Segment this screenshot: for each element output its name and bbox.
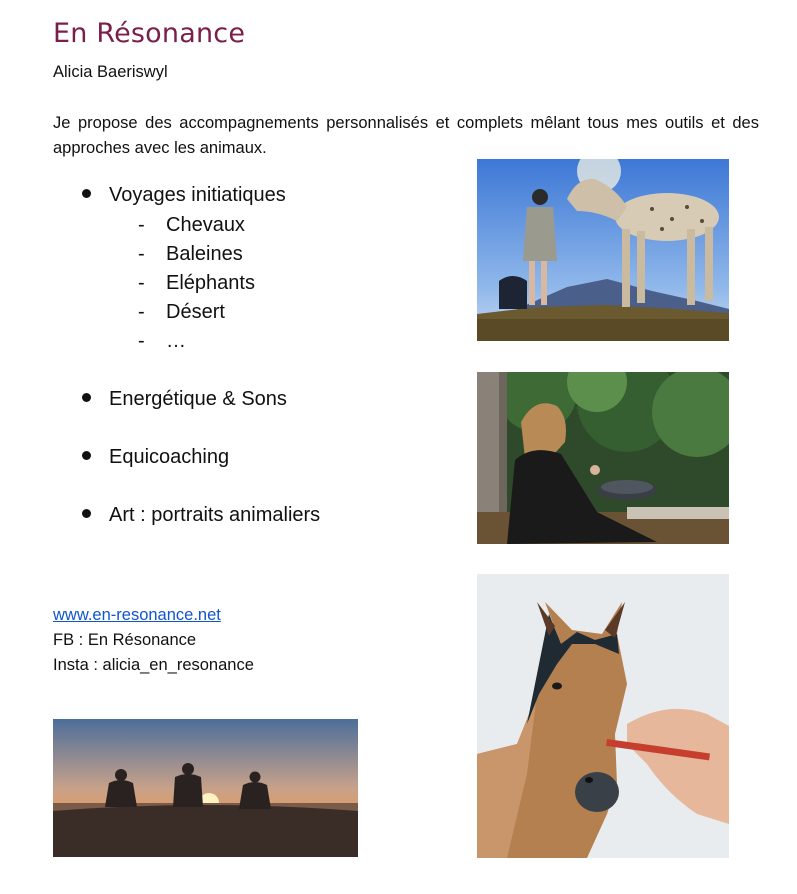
sub-item-desert: - Désert (138, 301, 225, 323)
photo-horse-woman (477, 159, 729, 341)
page-title: En Résonance (53, 18, 246, 49)
website-link[interactable]: www.en-resonance.net (53, 606, 221, 624)
bullet-dot (82, 189, 91, 198)
photo-horse-drawing (477, 574, 729, 858)
sub-item-chevaux: - Chevaux (138, 214, 245, 236)
photo-sunset (53, 719, 358, 857)
bullet-energetique: Energétique & Sons (82, 388, 287, 411)
bullet-dot (82, 393, 91, 402)
bullet-equicoaching: Equicoaching (82, 446, 229, 469)
bullet-label: Voyages initiatiques (109, 184, 286, 206)
bullet-voyages (82, 184, 286, 207)
facebook-text: FB : En Résonance (53, 631, 197, 649)
website-link-row (53, 606, 221, 625)
instagram-text: Insta : alicia_en_resonance (53, 656, 254, 674)
sub-item-elephants: - Eléphants (138, 272, 255, 294)
bullet-dot (82, 509, 91, 518)
sub-item-ellipsis: - … (138, 330, 186, 352)
author-name: Alicia Baeriswyl (53, 63, 168, 81)
photo-handpan (477, 372, 729, 544)
bullet-art: Art : portraits animaliers (82, 504, 320, 527)
intro-paragraph: Je propose des accompagnements personnalisés et complets mêlant tous mes outils et des approches avec les animaux. (53, 114, 759, 157)
bullet-dot (82, 451, 91, 460)
sub-item-baleines: - Baleines (138, 243, 243, 265)
